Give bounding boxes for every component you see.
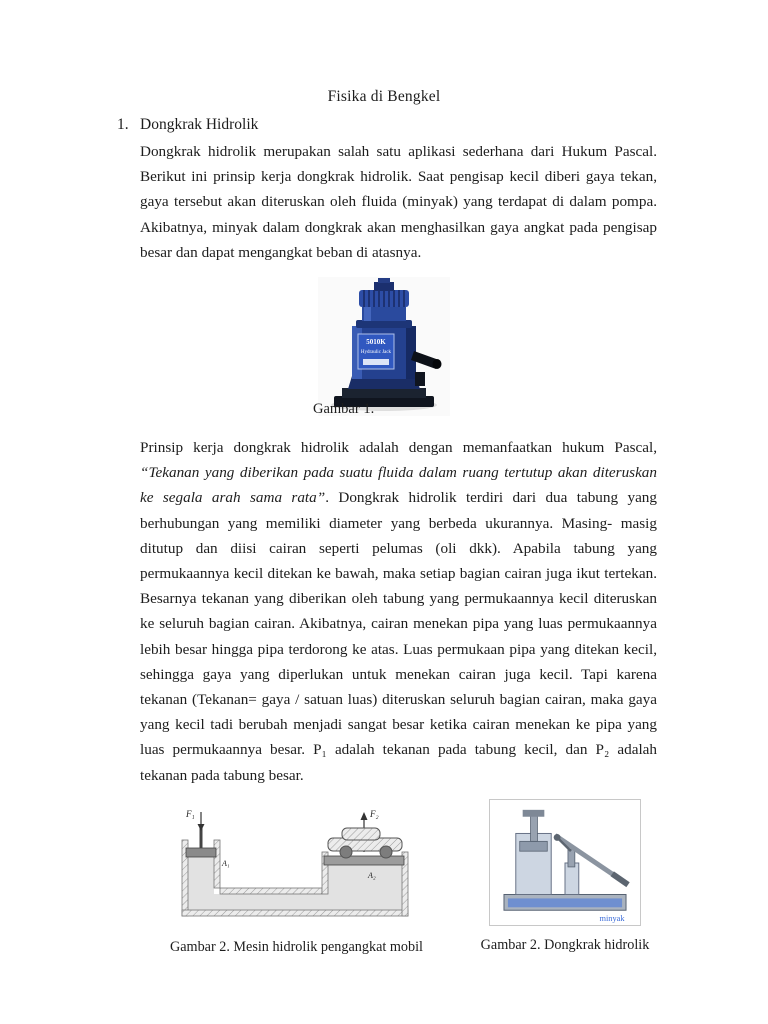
f1-label: F₁ — [186, 809, 195, 819]
paragraph-1: Dongkrak hidrolik merupakan salah satu aplikasi sederhana dari Hukum Pascal. Berikut ini prinsip kerja dongkrak hidrolik. Saat pengisap kecil diberi gaya tekan, gaya tersebut akan diteruskan oleh fluida (minyak) yang terdapat di dalam pompa. Akibatnya, minyak dalam dongkrak akan menghasilkan gaya angkat pada pengisap besar dan dapat mengangkat beban di atasnya. — [140, 143, 657, 261]
paragraph-2-after-quote: . Dongkrak hidrolik terdiri dari dua tabung yang berhubungan yang memiliki diameter yang berbeda ukurannya. Masing- masig ditutup dan diisi cairan seperti pelumas (oli dkk). Apabila tabung yang permukaannya kecil ditekan ke bawah, maka setiap bagian cairan juga ikut tertekan. Besarnya tekanan yang diberikan oleh tabung yang permukaannya kecil diteruskan ke seluruh bagian cairan. Akibatnya, cairan menekan pipa yang luas permukaannya lebih besar hingga pipa terdorong ke atas. Luas permukaan pipa yang ditekan kecil, sehingga gaya yang diperlukan untuk menekan cairan juga kecil. Tapi karena tekanan (Tekanan= gaya / satuan luas) diteruskan seluruh bagian cairan, maka gaya yang kecil tadi berubah menjadi sangat besar ketika cairan menekan ke pipa yang luas permukaannya besar. P₁ adalah tekanan pada tabung kecil, dan P₂ adalah tekanan pada tabung besar. — [140, 489, 657, 784]
hydraulic-press-diagram-image — [170, 804, 420, 928]
figure-1-caption: Gambar 1. — [313, 401, 375, 417]
a2-label: A₂ — [368, 871, 376, 880]
figure-2a — [170, 804, 423, 956]
paragraph-2 — [140, 435, 657, 788]
figure-2a-caption: Gambar 2. Mesin hidrolik pengangkat mobil — [170, 939, 423, 955]
figure-1 — [318, 277, 450, 416]
paragraph-2-quote: “Tekanan yang diberikan pada suatu fluida dalam ruang tertutup akan diteruskan ke segala arah sama rata” — [140, 464, 657, 507]
figure-2b-caption: Gambar 2. Dongkrak hidrolik — [480, 937, 650, 953]
jack-cap-ridges — [363, 290, 405, 307]
car-drawing — [328, 828, 402, 858]
figure-2b — [480, 799, 650, 954]
section-heading: Dongkrak Hidrolik — [140, 116, 259, 133]
f2-label: F₂ — [370, 809, 379, 819]
paragraph-2-before-quote: Prinsip kerja dongkrak hidrolik adalah dengan memanfaatkan hukum Pascal, — [140, 439, 657, 456]
section-number: 1. — [117, 116, 129, 133]
a1-label: A₁ — [222, 859, 230, 868]
minyak-label: minyak — [599, 914, 625, 924]
section-heading-row — [117, 116, 258, 134]
jack-cross-section-image — [489, 799, 641, 926]
hydraulic-jack-image — [318, 277, 450, 416]
jack-model-text: 5010K — [366, 338, 386, 346]
page-title: Fisika di Bengkel — [327, 88, 441, 105]
jack-label-text: Hydraulic Jack — [360, 350, 392, 355]
